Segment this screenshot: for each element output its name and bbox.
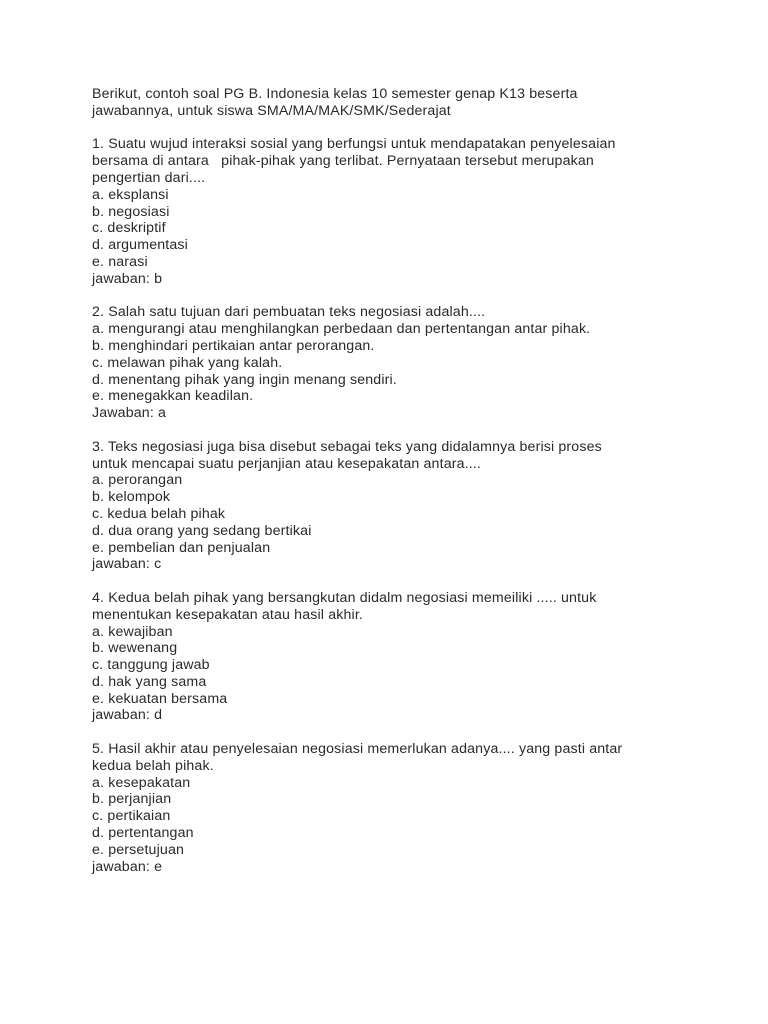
intro-line: Berikut, contoh soal PG B. Indonesia kelas 10 semester genap K13 beserta	[92, 86, 578, 102]
option-a: a. perorangan	[92, 472, 183, 489]
option-b: b. wewenang	[92, 640, 178, 657]
option-c: c. kedua belah pihak	[92, 505, 226, 522]
option-b: b. menghindari pertikaian antar perorangan.	[92, 337, 375, 354]
question-text-line: 2. Salah satu tujuan dari pembuatan teks negosiasi adalah....	[92, 304, 486, 321]
option-c: c. pertikaian	[92, 808, 171, 825]
option-e: e. narasi	[92, 253, 148, 270]
question-2	[92, 304, 712, 422]
question-1	[92, 136, 712, 287]
option-e: e. pembelian dan penjualan	[92, 539, 271, 556]
question-text-line: 3. Teks negosiasi juga bisa disebut sebagai teks yang didalamnya berisi proses	[92, 438, 602, 455]
option-a: a. mengurangi atau menghilangkan perbedaan dan pertentangan antar pihak.	[92, 321, 591, 338]
question-text-line: pengertian dari....	[92, 169, 206, 186]
option-c: c. deskriptif	[92, 220, 166, 237]
question-3	[92, 439, 712, 573]
intro-line: jawabannya, untuk siswa SMA/MA/MAK/SMK/Sederajat	[92, 102, 451, 119]
intro-paragraph	[92, 86, 712, 120]
option-e: e. menegakkan keadilan.	[92, 388, 254, 405]
option-d: d. hak yang sama	[92, 673, 207, 690]
option-a: a. kesepakatan	[92, 774, 191, 791]
option-e: e. persetujuan	[92, 841, 185, 858]
option-a: a. kewajiban	[92, 623, 173, 640]
question-4	[92, 590, 712, 724]
question-text-line: 5. Hasil akhir atau penyelesaian negosiasi memerlukan adanya.... yang pasti antar	[92, 741, 623, 758]
question-text-line: 4. Kedua belah pihak yang bersangkutan didalm negosiasi memeiliki ..... untuk	[92, 589, 597, 606]
option-b: b. negosiasi	[92, 203, 170, 220]
option-d: d. dua orang yang sedang bertikai	[92, 522, 312, 539]
answer-line: jawaban: e	[92, 858, 163, 875]
document-page	[92, 86, 712, 892]
option-b: b. perjanjian	[92, 791, 172, 808]
answer-line: Jawaban: a	[92, 405, 167, 422]
option-c: c. tanggung jawab	[92, 657, 210, 674]
question-text-line: bersama di antara pihak-pihak yang terlibat. Pernyataan tersebut merupakan	[92, 153, 594, 170]
question-5	[92, 741, 712, 875]
question-text-line: untuk mencapai suatu perjanjian atau kesepakatan antara....	[92, 455, 482, 472]
option-c: c. melawan pihak yang kalah.	[92, 354, 283, 371]
answer-line: jawaban: c	[92, 556, 162, 573]
answer-line: jawaban: b	[92, 270, 163, 287]
option-e: e. kekuatan bersama	[92, 690, 228, 707]
option-a: a. eksplansi	[92, 186, 169, 203]
option-d: d. pertentangan	[92, 825, 194, 842]
question-text-line: menentukan kesepakatan atau hasil akhir.	[92, 606, 364, 623]
option-d: d. menentang pihak yang ingin menang sendiri.	[92, 371, 397, 388]
question-text-line: 1. Suatu wujud interaksi sosial yang berfungsi untuk mendapatakan penyelesaian	[92, 136, 616, 153]
answer-line: jawaban: d	[92, 707, 163, 724]
option-b: b. kelompok	[92, 489, 171, 506]
option-d: d. argumentasi	[92, 237, 188, 254]
question-text-line: kedua belah pihak.	[92, 757, 214, 774]
